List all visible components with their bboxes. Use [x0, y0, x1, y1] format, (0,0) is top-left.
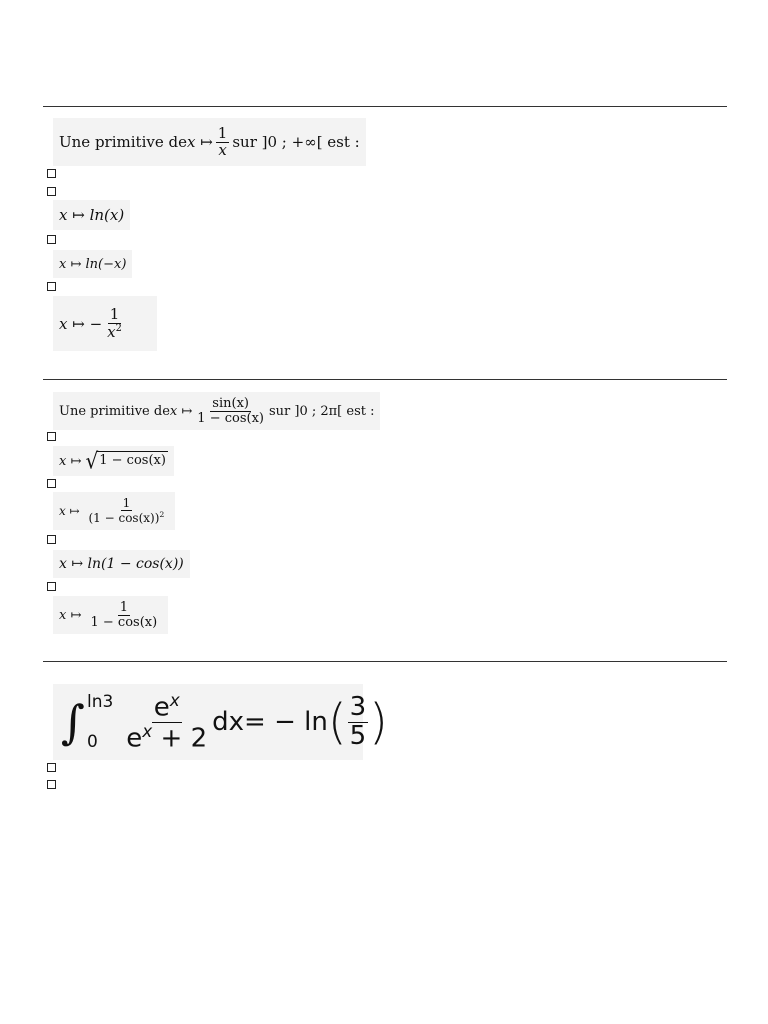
- q3-option-2-checkbox[interactable]: [47, 780, 56, 789]
- q1-option-1-checkbox[interactable]: [47, 169, 56, 178]
- q3-rhs-fraction: [348, 694, 369, 750]
- q3-num: [152, 689, 182, 723]
- q1-option-2-checkbox[interactable]: [47, 187, 56, 196]
- q2-option-1-sqrt: [85, 447, 168, 475]
- question-divider-3: [43, 661, 727, 662]
- q2-option-4-formula: [53, 596, 168, 634]
- q3-limits: [87, 692, 113, 752]
- q2-option-2-den-exp: 2: [159, 510, 165, 519]
- q2-option-2-num: 1: [122, 496, 131, 511]
- q3-den: [124, 720, 209, 754]
- q3-den-exp: x: [142, 720, 153, 741]
- question-2-prompt: [53, 392, 380, 430]
- q3-option-1-checkbox[interactable]: [47, 763, 56, 772]
- integral-sign-icon: ∫: [61, 695, 85, 749]
- q1-option-4-den: [105, 324, 124, 341]
- question-divider-1: [43, 106, 727, 107]
- q2-option-4-prefix: x ↦: [59, 607, 82, 623]
- right-paren-icon: ): [369, 694, 388, 750]
- q3-lower-limit: 0: [86, 732, 98, 752]
- sqrt-radical-icon: √: [85, 447, 99, 475]
- q2-prompt-start: Une primitive de: [59, 403, 170, 419]
- q3-dx: dx: [212, 707, 245, 737]
- q3-upper-limit: ln3: [86, 692, 114, 712]
- question-divider-2: [43, 379, 727, 380]
- q2-option-2-checkbox[interactable]: [47, 479, 56, 488]
- q3-num-base: e: [153, 692, 170, 723]
- q1-option-4-fraction: [105, 304, 124, 341]
- q1-maps-to: ↦: [200, 133, 213, 151]
- q3-num-exp: x: [169, 689, 180, 710]
- q1-prompt-interval: sur ]0 ; +∞[ est :: [232, 133, 360, 151]
- q3-den-rest: + 2: [152, 723, 208, 754]
- q3-rhs-den: 5: [349, 720, 367, 751]
- q1-option-4-den-exp: 2: [115, 322, 122, 334]
- q1-option-4-prefix: x ↦ −: [59, 314, 103, 333]
- q1-func-var: x: [186, 133, 196, 151]
- q2-option-4-fraction: [89, 601, 160, 629]
- q1-fraction: [216, 123, 230, 159]
- q2-prompt-interval: sur ]0 ; 2π[ est :: [268, 403, 375, 419]
- q2-option-2-den-wrap: [86, 511, 166, 525]
- q1-option-4-formula: [53, 296, 157, 351]
- q1-option-3-formula: [53, 250, 132, 278]
- q1-option-3-checkbox[interactable]: [47, 235, 56, 244]
- q2-maps-to: ↦: [181, 403, 193, 419]
- q2-option-3-text: x ↦ ln(1 − cos(x)): [59, 556, 184, 572]
- q3-rhs-prefix: = − ln: [244, 707, 328, 737]
- q2-fraction-den: 1 − cos(x): [197, 410, 264, 426]
- q2-option-3-checkbox[interactable]: [47, 535, 56, 544]
- q2-option-2-formula: [53, 492, 175, 530]
- q1-option-3-text: x ↦ ln(−x): [59, 256, 127, 272]
- q2-option-1-checkbox[interactable]: [47, 432, 56, 441]
- q3-rhs-num: 3: [349, 692, 367, 723]
- q2-option-3-formula: [53, 550, 190, 578]
- q1-prompt-start: Une primitive de: [59, 133, 187, 151]
- q3-den-base: e: [126, 723, 143, 754]
- q1-fraction-num: 1: [217, 123, 228, 142]
- q1-option-4-checkbox[interactable]: [47, 282, 56, 291]
- question-3-formula: [53, 684, 388, 760]
- q2-fraction-num: sin(x): [212, 395, 249, 411]
- q2-option-2-den: (1 − cos(x)): [88, 511, 160, 525]
- q1-option-4-num: 1: [109, 304, 120, 323]
- q2-option-2-prefix: x ↦: [59, 504, 80, 518]
- q2-option-1-radicand: 1 − cos(x): [97, 451, 168, 471]
- q1-option-4-den-base: x: [107, 322, 116, 341]
- q2-option-2-fraction: [86, 497, 166, 524]
- q2-fraction: [195, 397, 266, 425]
- q2-option-1-formula: [53, 446, 174, 476]
- q2-func-var: x: [169, 403, 178, 419]
- question-1-prompt: [53, 118, 366, 166]
- q2-option-4-checkbox[interactable]: [47, 582, 56, 591]
- q2-option-4-num: 1: [119, 599, 128, 615]
- q3-fraction: [124, 689, 209, 754]
- q1-option-2-formula: [53, 200, 130, 230]
- q2-option-1-prefix: x ↦: [59, 453, 82, 469]
- left-paren-icon: (: [327, 694, 347, 750]
- q2-option-4-den: 1 − cos(x): [90, 614, 158, 630]
- q1-option-2-text: x ↦ ln(x): [59, 206, 125, 224]
- q1-fraction-den: x: [218, 140, 227, 159]
